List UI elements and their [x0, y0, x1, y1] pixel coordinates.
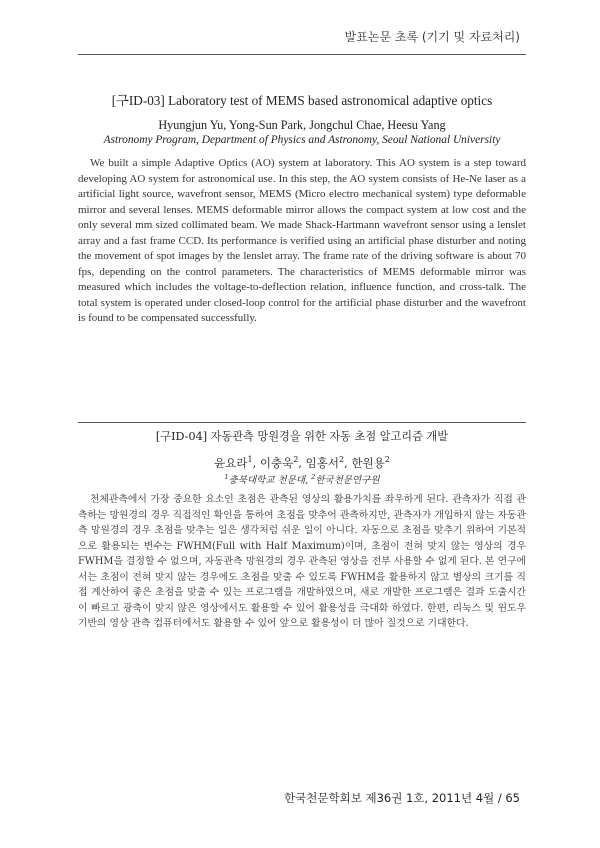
abstract-1-affiliation: Astronomy Program, Department of Physics and Astronomy, Seoul National University — [103, 134, 501, 146]
abstract-1-body: We built a simple Adaptive Optics (AO) system at laboratory. This AO system is a step toward developing AO system for astronomical use. In this step, the AO system consists of He-Ne laser as a artificial light source, wavefront sensor, MEMS (Micro electro mechanical system) type deformable mirror and several lenses. MEMS deformable mirror allows the compact system at low cost and the only several mm sized collimated beam. We made Shack-Hartmann wavefront sensor using a lenslet array and a fast frame CCD. Its performance is verified using an artificial phase disturber and noting the movement of spot images by the lenslet array. The frame rate of the driving software is about 70 fps, depending on the control parameters. The characteristics of MEMS deformable mirror was measured which includes the voltage-to-deflection relation, influence function, and cross-talk. The total system is operated under closed-loop control for the artificial phase disturber and the wavefront is found to be compensated successfully. — [78, 157, 526, 324]
author-sup: 1 — [247, 455, 253, 465]
abstract-2-title: [구ID-04] 자동관측 망원경을 위한 자동 초점 알고리즘 개발 — [155, 430, 449, 443]
abstract-2-authors: 윤요라$^1$, 이충욱$^2$, 임홍서$^2$, 한원용$^2$ — [214, 455, 390, 470]
section-divider — [78, 422, 526, 423]
affil-sup: 1 — [224, 472, 229, 481]
running-header: 발표논문 초록 (기기 및 자료처리) — [344, 30, 520, 44]
author-name: 이충욱 — [259, 456, 294, 470]
abstract-1-title: [구ID-03] Laboratory test of MEMS based astronomical adaptive optics — [111, 93, 493, 108]
author-name: 임홍서 — [305, 456, 339, 470]
author-sup: 2 — [384, 455, 390, 465]
abstract-2-affiliation: $^1$충북대학교 천문대, $^2$한국천문연구원 — [224, 472, 380, 486]
affil-name: 한국천문연구원 — [315, 475, 380, 486]
abstract-1-authors: Hyungjun Yu, Yong-Sun Park, Jongchul Chae, Heesu Yang — [158, 118, 446, 132]
author-name: 한원용 — [351, 456, 385, 470]
author-sup: 2 — [338, 455, 345, 465]
header-rule — [78, 54, 526, 55]
page-footer: 한국천문학회보 제36권 1호, 2011년 4월 / 65 — [284, 791, 520, 805]
affil-sup: 2 — [311, 472, 316, 481]
author-name: 윤요라 — [214, 456, 248, 470]
author-sup: 2 — [293, 455, 299, 465]
affil-name: 충북대학교 천문대 — [228, 475, 306, 486]
abstract-2-body: 천체관측에서 가장 중요한 요소인 초점은 관측된 영상의 활용가치를 좌우하게 된다. 관측자가 직접 관측하는 망원경의 경우 직접적인 확인을 통하여 초점을 맞추어 관측하지만, 관측자가 개입하지 않는 자동관측 망원경의 경우 초점을 맞추는 일은 생각처럼 쉬운 일이 아니다. 자동으로 초점을 맞추기 위하여 기본적으로 활용되는 변수는 FWHM(Full with Half Maximum)이며, 초점이 전혀 맞지 않는 영상의 경우 FWHM을 결정할 수 없으며, 자동관측 망원경의 경우 관측된 영상을 전부 사용할 수 없게 된다. 본 연구에서는 초점이 전혀 맞지 않는 경우에도 초점을 맞출 수 있도록 FWHM을 활용하지 않고 별상의 크기를 직접 계산하여 좋은 초점을 맞출 수 있는 프로그램을 개발하였으며, 새로 개발한 프로그램은 결과 도출시간이 빠르고 광축이 맞지 않은 영상에서도 활용할 수 있어 활용성을 극대화 하였다. 한편, 리눅스 및 윈도우 기반의 영상 관측 컴퓨터에서도 활용할 수 있어 앞으로 활용성이 더 많아 질것으로 기대한다. — [78, 494, 527, 629]
